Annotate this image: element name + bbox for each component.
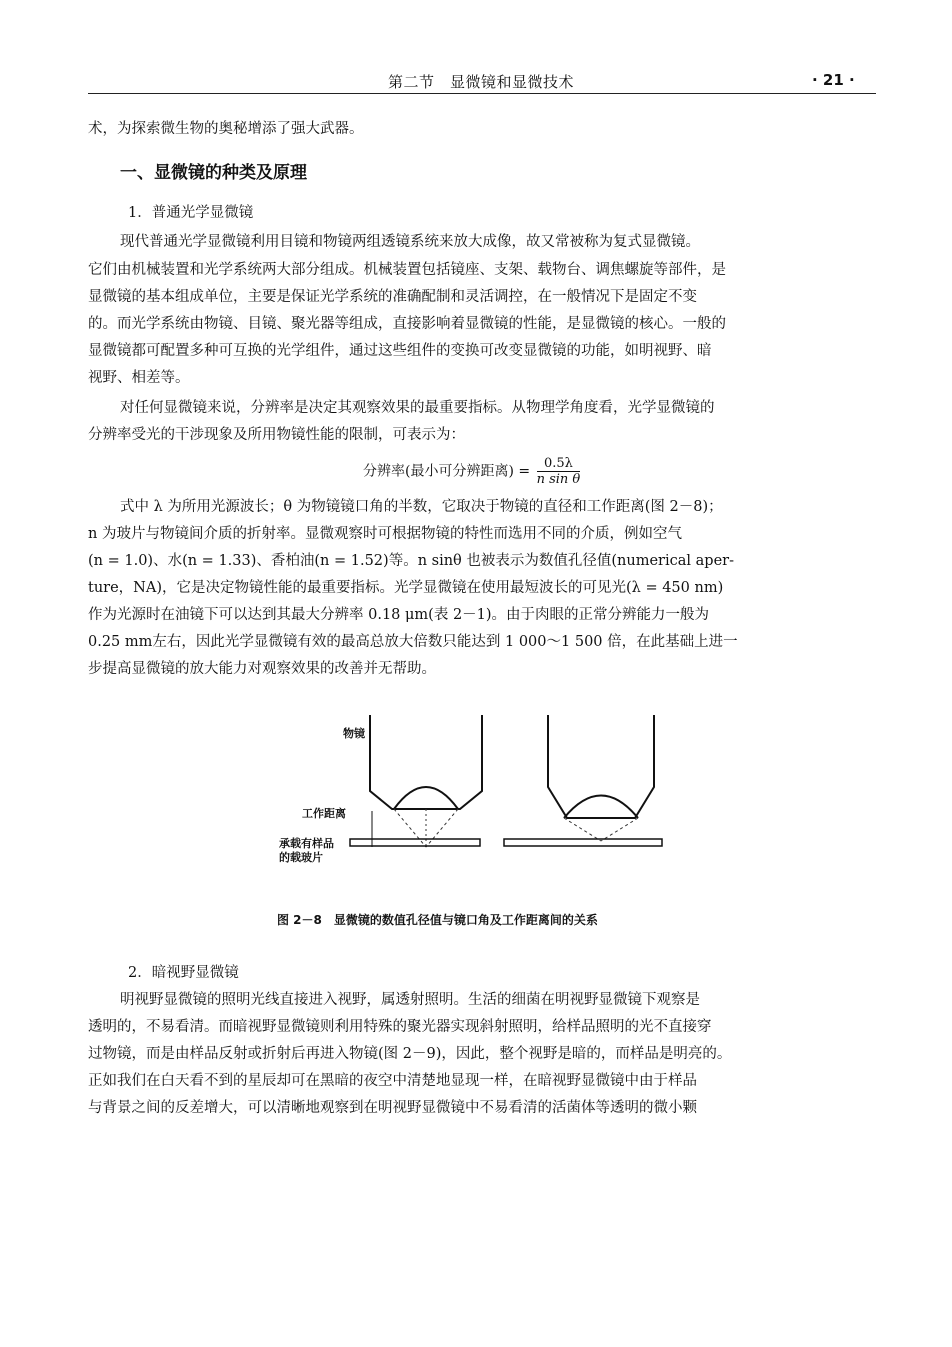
paragraph-line: 步提高显微镜的放大能力对观察效果的改善并无帮助。 bbox=[88, 661, 436, 677]
subsection-heading-1: 1．普通光学显微镜 bbox=[128, 205, 254, 221]
label-working-distance: 工作距离 bbox=[302, 807, 346, 820]
page-number: · 21 · bbox=[812, 71, 855, 89]
formula-lhs: 分辨率(最小可分辨距离) = bbox=[363, 463, 531, 480]
resolution-formula bbox=[363, 456, 580, 487]
paragraph-line: 作为光源时在油镜下可以达到其最大分辨率 0.18 μm(表 2－1)。由于肉眼的正常分辨能力一般为 bbox=[88, 607, 710, 623]
header-rule bbox=[88, 93, 876, 94]
label-slide-line2: 的载玻片 bbox=[279, 851, 323, 864]
paragraph-line: n 为玻片与物镜间介质的折射率。显微观察时可根据物镜的特性而选用不同的介质，例如空气 bbox=[88, 526, 682, 542]
paragraph-line: 显微镜的基本组成单位，主要是保证光学系统的准确配制和灵活调控，在一般情况下是固定不变 bbox=[88, 289, 697, 305]
formula-numerator: 0.5λ bbox=[537, 456, 581, 472]
paragraph-line: 与背景之间的反差增大，可以清晰地观察到在明视野显微镜中不易看清的活菌体等透明的微小颗 bbox=[88, 1100, 697, 1116]
figure-caption: 图 2－8 显微镜的数值孔径值与镜口角及工作距离间的关系 bbox=[277, 913, 598, 927]
paragraph-line: 正如我们在白天看不到的星辰却可在黑暗的夜空中清楚地显现一样，在暗视野显微镜中由于样品 bbox=[88, 1073, 697, 1089]
paragraph-line: 0.25 mm左右，因此光学显微镜有效的最高总放大倍数只能达到 1 000～1 500 倍，在此基础上进一 bbox=[88, 634, 738, 650]
label-slide-line1: 承载有样品 bbox=[279, 837, 334, 850]
formula-fraction bbox=[537, 456, 581, 487]
paragraph-line: 现代普通光学显微镜利用目镜和物镜两组透镜系统来放大成像，故又常被称为复式显微镜。 bbox=[120, 234, 700, 250]
left-slide bbox=[350, 839, 480, 846]
section-heading: 一、显微镜的种类及原理 bbox=[120, 163, 307, 183]
formula-denominator: n sin θ bbox=[536, 472, 581, 487]
right-front-lens bbox=[564, 796, 638, 819]
paragraph-line: 明视野显微镜的照明光线直接进入视野，属透射照明。生活的细菌在明视野显微镜下观察是 bbox=[120, 992, 700, 1008]
running-header-title: 第二节 显微镜和显微技术 bbox=[388, 73, 575, 91]
objective-diagram bbox=[272, 705, 692, 875]
paragraph-line: 视野、相差等。 bbox=[88, 370, 190, 386]
right-ray-right bbox=[601, 818, 638, 841]
paragraph-line: (n = 1.0)、水(n = 1.33)、香柏油(n = 1.52)等。n sinθ 也被表示为数值孔径值(numerical aper- bbox=[88, 553, 734, 569]
paragraph-line: 式中 λ 为所用光源波长；θ 为物镜镜口角的半数，它取决于物镜的直径和工作距离(图 2－8)； bbox=[120, 499, 723, 515]
left-ray-right bbox=[426, 809, 458, 847]
right-objective-body bbox=[548, 715, 654, 818]
paragraph-line: 它们由机械装置和光学系统两大部分组成。机械装置包括镜座、支架、载物台、调焦螺旋等部件，是 bbox=[88, 262, 726, 278]
left-ray-left bbox=[394, 809, 426, 847]
subsection-heading-2: 2．暗视野显微镜 bbox=[128, 965, 239, 981]
label-objective: 物镜 bbox=[343, 727, 365, 740]
paragraph-line: ture，NA)，它是决定物镜性能的最重要指标。光学显微镜在使用最短波长的可见光(λ = 450 nm) bbox=[88, 580, 724, 596]
right-slide bbox=[504, 839, 662, 846]
paragraph-line: 显微镜都可配置多种可互换的光学组件，通过这些组件的变换可改变显微镜的功能，如明视野、暗 bbox=[88, 343, 712, 359]
left-objective-body bbox=[370, 715, 482, 809]
paragraph-line: 透明的，不易看清。而暗视野显微镜则利用特殊的聚光器实现斜射照明，给样品照明的光不直接穿 bbox=[88, 1019, 712, 1035]
paragraph-line: 的。而光学系统由物镜、目镜、聚光器等组成，直接影响着显微镜的性能，是显微镜的核心。一般的 bbox=[88, 316, 726, 332]
left-front-lens bbox=[394, 787, 458, 809]
paragraph-line: 分辨率受光的干涉现象及所用物镜性能的限制，可表示为： bbox=[88, 427, 465, 443]
right-ray-left bbox=[564, 818, 601, 841]
paragraph-line: 过物镜，而是由样品反射或折射后再进入物镜(图 2－9)，因此，整个视野是暗的，而样品是明亮的。 bbox=[88, 1046, 732, 1062]
figure-2-8 bbox=[272, 705, 692, 875]
intro-line: 术，为探索微生物的奥秘增添了强大武器。 bbox=[88, 121, 364, 137]
paragraph-line: 对任何显微镜来说，分辨率是决定其观察效果的最重要指标。从物理学角度看，光学显微镜的 bbox=[120, 400, 715, 416]
